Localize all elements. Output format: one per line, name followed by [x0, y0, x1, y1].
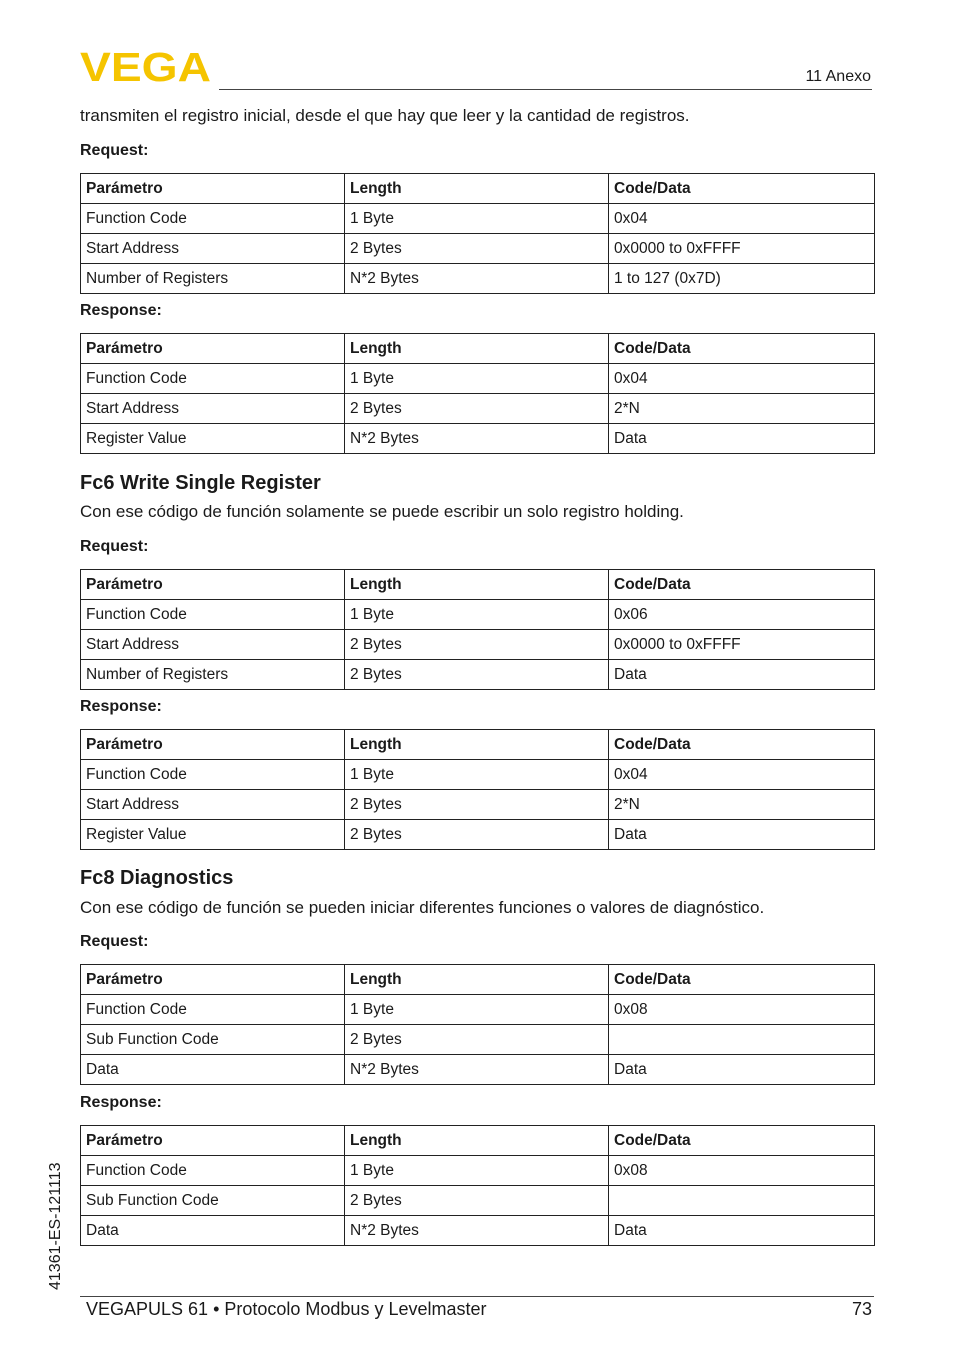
cell-length: 2 Bytes: [345, 630, 609, 660]
svg-text:VEGA: VEGA: [80, 50, 211, 84]
cell-parametro: Start Address: [81, 790, 345, 820]
cell-parametro: Start Address: [81, 234, 345, 264]
fc8-request-label: Request:: [80, 933, 149, 950]
table-header-row: [81, 1126, 875, 1156]
page-number: 73: [851, 1299, 872, 1319]
cell-parametro: Register Value: [81, 424, 345, 454]
fc4-response-table: [80, 333, 875, 454]
column-header-code-data: Code/Data: [609, 965, 875, 995]
cell-parametro: Sub Function Code: [81, 1025, 345, 1055]
cell-code-data: Data: [609, 1055, 875, 1085]
column-header-length: Length: [345, 174, 609, 204]
table-row: [81, 234, 875, 264]
table-row: [81, 995, 875, 1025]
column-header-length: Length: [345, 334, 609, 364]
table-row: [81, 424, 875, 454]
cell-code-data: Data: [609, 660, 875, 690]
table-row: [81, 820, 875, 850]
fc6-request-table: [80, 569, 875, 690]
cell-parametro: Register Value: [81, 820, 345, 850]
cell-length: 1 Byte: [345, 760, 609, 790]
cell-parametro: Number of Registers: [81, 660, 345, 690]
cell-length: 2 Bytes: [345, 1186, 609, 1216]
table-row: [81, 204, 875, 234]
cell-code-data: [609, 1025, 875, 1055]
table-header-row: [81, 730, 875, 760]
column-header-code-data: Code/Data: [609, 730, 875, 760]
fc8-response-label: Response:: [80, 1094, 162, 1111]
cell-code-data: 0x0000 to 0xFFFF: [609, 630, 875, 660]
table-header-row: [81, 174, 875, 204]
cell-code-data: 0x08: [609, 1156, 875, 1186]
cell-length: N*2 Bytes: [345, 264, 609, 294]
fc8-heading: Fc8 Diagnostics: [80, 867, 234, 889]
section-title: 11 Anexo: [805, 68, 871, 85]
cell-code-data: 0x08: [609, 995, 875, 1025]
table-row: [81, 1216, 875, 1246]
cell-code-data: 0x04: [609, 364, 875, 394]
table-header-row: [81, 334, 875, 364]
fc4-request-table: [80, 173, 875, 294]
cell-length: 1 Byte: [345, 204, 609, 234]
cell-code-data: 0x0000 to 0xFFFF: [609, 234, 875, 264]
cell-code-data: Data: [609, 424, 875, 454]
table-row: [81, 1156, 875, 1186]
cell-code-data: [609, 1186, 875, 1216]
column-header-code-data: Code/Data: [609, 570, 875, 600]
cell-parametro: Data: [81, 1216, 345, 1246]
column-header-parametro: Parámetro: [81, 570, 345, 600]
table-row: [81, 1186, 875, 1216]
cell-length: N*2 Bytes: [345, 424, 609, 454]
footer-document-title: VEGAPULS 61 • Protocolo Modbus y Levelmaster: [86, 1299, 487, 1319]
cell-length: 2 Bytes: [345, 820, 609, 850]
cell-length: 1 Byte: [345, 364, 609, 394]
table-row: [81, 394, 875, 424]
table-row: [81, 364, 875, 394]
cell-length: 1 Byte: [345, 995, 609, 1025]
column-header-code-data: Code/Data: [609, 174, 875, 204]
fc4-request-label: Request:: [80, 142, 149, 159]
fc6-heading: Fc6 Write Single Register: [80, 472, 321, 494]
cell-code-data: 1 to 127 (0x7D): [609, 264, 875, 294]
fc8-description: Con ese código de función se pueden iniciar diferentes funciones o valores de diagnóstico.: [80, 898, 765, 917]
table-row: [81, 790, 875, 820]
header-divider: [219, 89, 872, 90]
column-header-parametro: Parámetro: [81, 965, 345, 995]
cell-length: 1 Byte: [345, 1156, 609, 1186]
table-row: [81, 264, 875, 294]
cell-parametro: Sub Function Code: [81, 1186, 345, 1216]
cell-parametro: Function Code: [81, 995, 345, 1025]
cell-parametro: Function Code: [81, 364, 345, 394]
cell-length: 1 Byte: [345, 600, 609, 630]
table-header-row: [81, 570, 875, 600]
cell-parametro: Function Code: [81, 204, 345, 234]
column-header-length: Length: [345, 1126, 609, 1156]
column-header-length: Length: [345, 730, 609, 760]
cell-parametro: Start Address: [81, 394, 345, 424]
column-header-length: Length: [345, 965, 609, 995]
cell-code-data: Data: [609, 1216, 875, 1246]
cell-parametro: Function Code: [81, 760, 345, 790]
table-row: [81, 1055, 875, 1085]
fc6-response-table: [80, 729, 875, 850]
table-header-row: [81, 965, 875, 995]
table-row: [81, 660, 875, 690]
fc6-response-label: Response:: [80, 698, 162, 715]
cell-parametro: Number of Registers: [81, 264, 345, 294]
table-row: [81, 1025, 875, 1055]
cell-parametro: Data: [81, 1055, 345, 1085]
cell-code-data: 0x04: [609, 204, 875, 234]
cell-length: N*2 Bytes: [345, 1216, 609, 1246]
column-header-parametro: Parámetro: [81, 174, 345, 204]
cell-length: 2 Bytes: [345, 1025, 609, 1055]
intro-paragraph: transmiten el registro inicial, desde el que hay que leer y la cantidad de registros.: [80, 106, 690, 125]
fc6-description: Con ese código de función solamente se puede escribir un solo registro holding.: [80, 502, 684, 521]
cell-length: N*2 Bytes: [345, 1055, 609, 1085]
fc4-response-label: Response:: [80, 302, 162, 319]
cell-length: 2 Bytes: [345, 790, 609, 820]
column-header-parametro: Parámetro: [81, 334, 345, 364]
cell-code-data: 0x06: [609, 600, 875, 630]
fc6-request-label: Request:: [80, 538, 149, 555]
footer-divider: [80, 1296, 874, 1297]
column-header-parametro: Parámetro: [81, 1126, 345, 1156]
document-code: 41361-ES-121113: [47, 1162, 64, 1290]
table-row: [81, 760, 875, 790]
cell-length: 2 Bytes: [345, 234, 609, 264]
column-header-parametro: Parámetro: [81, 730, 345, 760]
cell-parametro: Start Address: [81, 630, 345, 660]
cell-length: 2 Bytes: [345, 660, 609, 690]
table-row: [81, 600, 875, 630]
cell-parametro: Function Code: [81, 1156, 345, 1186]
cell-parametro: Function Code: [81, 600, 345, 630]
column-header-code-data: Code/Data: [609, 334, 875, 364]
cell-code-data: Data: [609, 820, 875, 850]
cell-code-data: 2*N: [609, 790, 875, 820]
table-row: [81, 630, 875, 660]
cell-code-data: 2*N: [609, 394, 875, 424]
fc8-request-table: [80, 964, 875, 1085]
column-header-length: Length: [345, 570, 609, 600]
vega-logo: [80, 50, 212, 84]
cell-code-data: 0x04: [609, 760, 875, 790]
cell-length: 2 Bytes: [345, 394, 609, 424]
fc8-response-table: [80, 1125, 875, 1246]
column-header-code-data: Code/Data: [609, 1126, 875, 1156]
